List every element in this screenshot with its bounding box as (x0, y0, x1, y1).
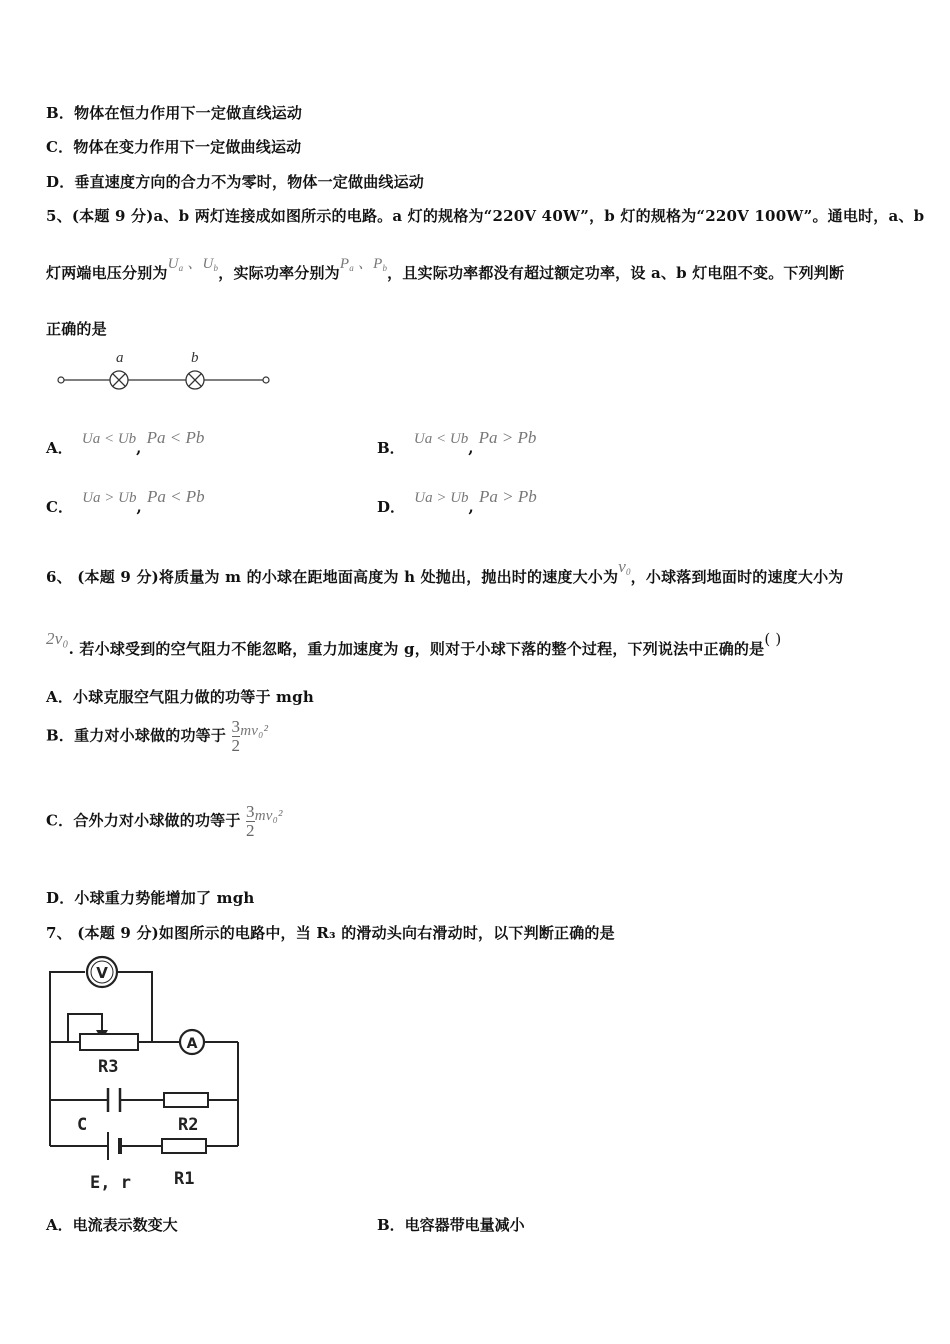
lamp-a-icon (110, 371, 128, 389)
q5-ua-ub-symbols: $U_a$ 、$U_b$ (167, 256, 219, 273)
q7-circuit-figure (40, 952, 250, 1197)
svg-text:A: A (186, 1036, 198, 1052)
q6-stem-text-c: 若小球受到的空气阻力不能忽略，重力加速度为 g，则对于小球下落的整个过程，下列说法中正确的是 (79, 640, 765, 658)
battery-label: E, r (90, 1173, 131, 1193)
battery-icon (108, 1132, 120, 1160)
q5-option-a-key: A． (46, 439, 73, 457)
q5-stem-text-a: 灯两端电压分别为 (46, 264, 168, 282)
q6-v0-symbol: $v_0$ (618, 557, 631, 577)
q6-option-c (46, 803, 283, 840)
q6-answer-blank: ( ) (764, 630, 782, 648)
q6-2v0-symbol: 2v₀ (46, 629, 69, 648)
q6-option-b (46, 718, 268, 755)
q5-option-b: B． Ua < Ub, Pa > Pb (377, 428, 537, 457)
q5-stem-line3: 正确的是 (46, 320, 107, 338)
q5-option-b-u: Ua < Ub (413, 431, 469, 447)
terminal-left (58, 377, 64, 383)
terminal-right (263, 377, 269, 383)
r2-label: R2 (178, 1115, 199, 1135)
q5-option-c: C． Ua > Ub, Pa < Pb (46, 487, 205, 516)
q5-stem-text-b: ，实际功率分别为 (218, 264, 340, 282)
voltmeter-icon (87, 957, 117, 987)
q6-option-c-text: C．合外力对小球做的功等于 (46, 811, 241, 830)
q5-pa-pb-symbols: $P_a$ 、$P_b$ (339, 256, 388, 273)
q5-option-a-p: Pa < Pb (146, 428, 205, 447)
q4-option-b: B．物体在恒力作用下一定做直线运动 (46, 104, 303, 122)
q5-option-d-u: Ua > Ub (414, 490, 469, 506)
resistor-r3-icon (80, 1034, 138, 1050)
capacitor-icon (108, 1088, 120, 1112)
ammeter-icon (180, 1030, 204, 1054)
r3-label: R3 (98, 1057, 119, 1077)
q6-option-b-text: B．重力对小球做的功等于 (46, 726, 227, 745)
q5-option-c-p: Pa < Pb (146, 487, 205, 506)
q6-option-c-mv: mv₀² (254, 807, 283, 824)
q4-option-d: D．垂直速度方向的合力不为零时，物体一定做曲线运动 (46, 173, 425, 191)
q5-option-c-key: C． (46, 498, 73, 516)
lamp-b-icon (186, 371, 204, 389)
q7-option-b: B．电容器带电量减小 (377, 1216, 525, 1234)
q6-option-a: A．小球克服空气阻力做的功等于 mgh (46, 688, 314, 706)
resistor-r2-icon (164, 1093, 208, 1107)
q5-option-c-u: Ua > Ub (82, 490, 137, 506)
q5-stem-line2 (46, 256, 845, 283)
q6-option-b-mv: mv₀² (240, 722, 269, 739)
svg-text:V: V (96, 964, 108, 982)
q7-option-a: A．电流表示数变大 (46, 1216, 178, 1234)
q6-stem-text-b: ，小球落到地面时的速度大小为 (630, 568, 844, 586)
q6-option-d: D．小球重力势能增加了 mgh (46, 889, 255, 907)
q5-option-a-u: Ua < Ub (81, 431, 137, 447)
q6-option-c-fraction: $\frac{3}{2}$ (245, 802, 255, 840)
q5-option-b-p: Pa > Pb (478, 428, 537, 447)
q6-stem-line1 (46, 557, 844, 587)
resistor-r1-icon (162, 1139, 206, 1153)
q6-stem-line2: 2v₀. 若小球受到的空气阻力不能忽略，重力加速度为 g，则对于小球下落的整个过程，下列说法中正确的是( ) (46, 629, 782, 658)
q5-option-d-key: D． (377, 498, 406, 516)
lamp-b-label: b (191, 350, 199, 366)
q6-option-b-fraction: $\frac{3}{2}$ (231, 717, 241, 755)
q5-option-d-p: Pa > Pb (479, 487, 537, 506)
q5-stem-line1: 5、(本题 9 分)a、b 两灯连接成如图所示的电路。a 灯的规格为“220V 40W”，b 灯的规格为“220V 100W”。通电时，a、b (46, 207, 925, 225)
capacitor-label: C (77, 1115, 88, 1135)
q6-stem-text-a: 6、 (本题 9 分)将质量为 m 的小球在距地面高度为 h 处抛出，抛出时的速度大小为 (46, 568, 619, 586)
q5-option-d: D． Ua > Ub, Pa > Pb (377, 487, 537, 516)
q5-option-a: A． Ua < Ub, Pa < Pb (46, 428, 205, 457)
r1-label: R1 (174, 1169, 195, 1189)
lamp-a-label: a (116, 350, 124, 366)
q4-option-c: C．物体在变力作用下一定做曲线运动 (46, 138, 302, 156)
q5-stem-text-c: ，且实际功率都没有超过额定功率，设 a、b 灯电阻不变。下列判断 (387, 264, 845, 282)
q5-option-b-key: B． (377, 439, 405, 457)
q5-circuit-figure (54, 344, 278, 396)
q7-stem-line1: 7、 (本题 9 分)如图所示的电路中，当 R₃ 的滑动头向右滑动时，以下判断正确的是 (46, 924, 615, 942)
